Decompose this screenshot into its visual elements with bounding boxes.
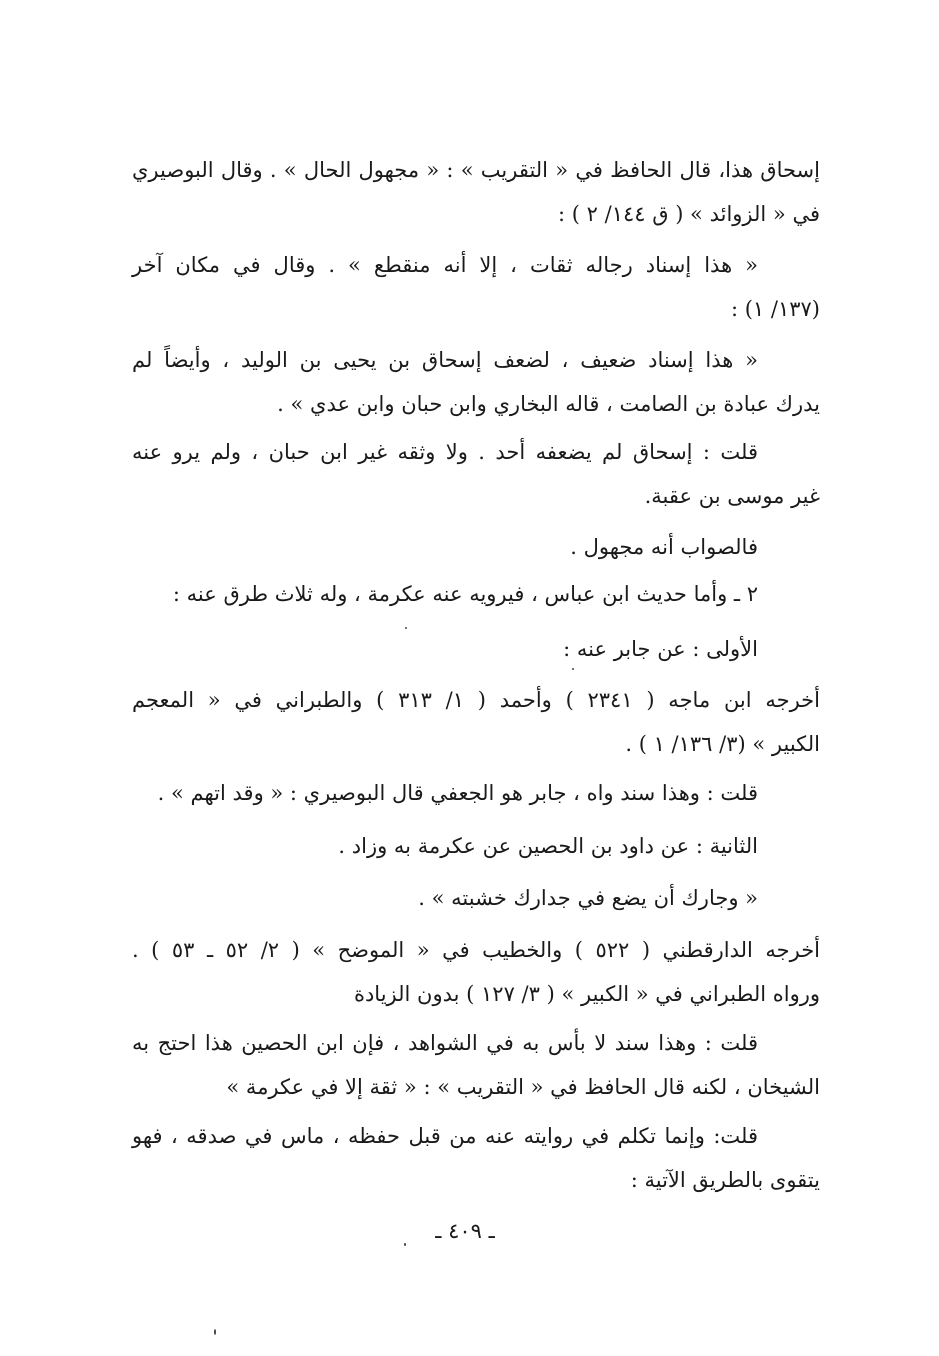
paragraph-11 <box>132 876 820 920</box>
paragraph-12 <box>132 928 820 1016</box>
paragraph-8 <box>132 678 820 766</box>
paragraph-line: الأولى : عن جابر عنه : <box>563 637 758 661</box>
paragraph-line: (١٣٧/ ١) : <box>730 297 820 321</box>
paragraph-line: الشيخان ، لكنه قال الحافظ في « التقريب » : « ثقة إلا في عكرمة » <box>226 1075 820 1099</box>
paragraph-2 <box>132 243 820 331</box>
paragraph-5 <box>132 525 820 569</box>
paragraph-line: أخرجه الدارقطني ( ٥٢٢ ) والخطيب في « الموضح » ( ٢/ ٥٢ ـ ٥٣ ) . <box>132 938 821 962</box>
paragraph-line: قلت : إسحاق لم يضعفه أحد . ولا وثقه غير ابن حبان ، ولم يرو عنه <box>132 440 758 464</box>
scan-speck <box>405 627 407 629</box>
paragraph-line: الكبير » (٣/ ١٣٦/ ١ ) . <box>625 732 820 756</box>
paragraph-1 <box>132 148 820 236</box>
paragraph-line: « وجارك أن يضع في جدارك خشبته » . <box>418 886 758 910</box>
scan-speck <box>214 1329 216 1335</box>
paragraph-line: « هذا إسناد رجاله ثقات ، إلا أنه منقطع » . وقال في مكان آخر <box>132 253 758 277</box>
paragraph-line: أخرجه ابن ماجه ( ٢٣٤١ ) وأحمد ( ١/ ٣١٣ ) والطبراني في « المعجم <box>132 688 820 712</box>
paragraph-line: في « الزوائد » ( ق ١٤٤/ ٢ ) : <box>558 202 820 226</box>
scan-speck <box>404 1243 406 1246</box>
paragraph-4 <box>132 430 820 518</box>
paragraph-line: ورواه الطبراني في « الكبير » ( ٣/ ١٢٧ ) بدون الزيادة <box>353 982 820 1006</box>
paragraph-13 <box>132 1021 820 1109</box>
paragraph-line: إسحاق هذا، قال الحافظ في « التقريب » : « مجهول الحال » . وقال البوصيري <box>132 158 820 182</box>
paragraph-line: « هذا إسناد ضعيف ، لضعف إسحاق بن يحيى بن الوليد ، وأيضاً لم <box>132 348 758 372</box>
page-number: ـ ٤٠٩ ـ <box>435 1219 495 1243</box>
paragraph-line: قلت : وهذا سند واه ، جابر هو الجعفي قال البوصيري : « وقد اتهم » . <box>157 781 758 805</box>
paragraph-6 <box>132 572 820 616</box>
paragraph-line: غير موسى بن عقبة. <box>644 484 820 508</box>
paragraph-14 <box>132 1114 820 1202</box>
paragraph-7 <box>132 627 820 671</box>
paragraph-line: يدرك عبادة بن الصامت ، قاله البخاري وابن حبان وابن عدي » . <box>277 392 820 416</box>
paragraph-line: الثانية : عن داود بن الحصين عن عكرمة به وزاد . <box>338 834 758 858</box>
paragraph-line: قلت : وهذا سند لا بأس به في الشواهد ، فإن ابن الحصين هذا احتج به <box>132 1031 758 1055</box>
paragraph-line: قلت: وإنما تكلم في روايته عنه من قبل حفظه ، ماس في صدقه ، فهو <box>132 1124 759 1148</box>
scan-speck <box>572 668 574 670</box>
paragraph-line: يتقوى بالطريق الآتية : <box>630 1168 820 1192</box>
paragraph-9 <box>132 771 820 815</box>
paragraph-line: ٢ ـ وأما حديث ابن عباس ، فيرويه عنه عكرمة ، وله ثلاث طرق عنه : <box>172 582 758 606</box>
paragraph-line: فالصواب أنه مجهول . <box>570 535 758 559</box>
paragraph-10 <box>132 824 820 868</box>
paragraph-3 <box>132 338 820 426</box>
